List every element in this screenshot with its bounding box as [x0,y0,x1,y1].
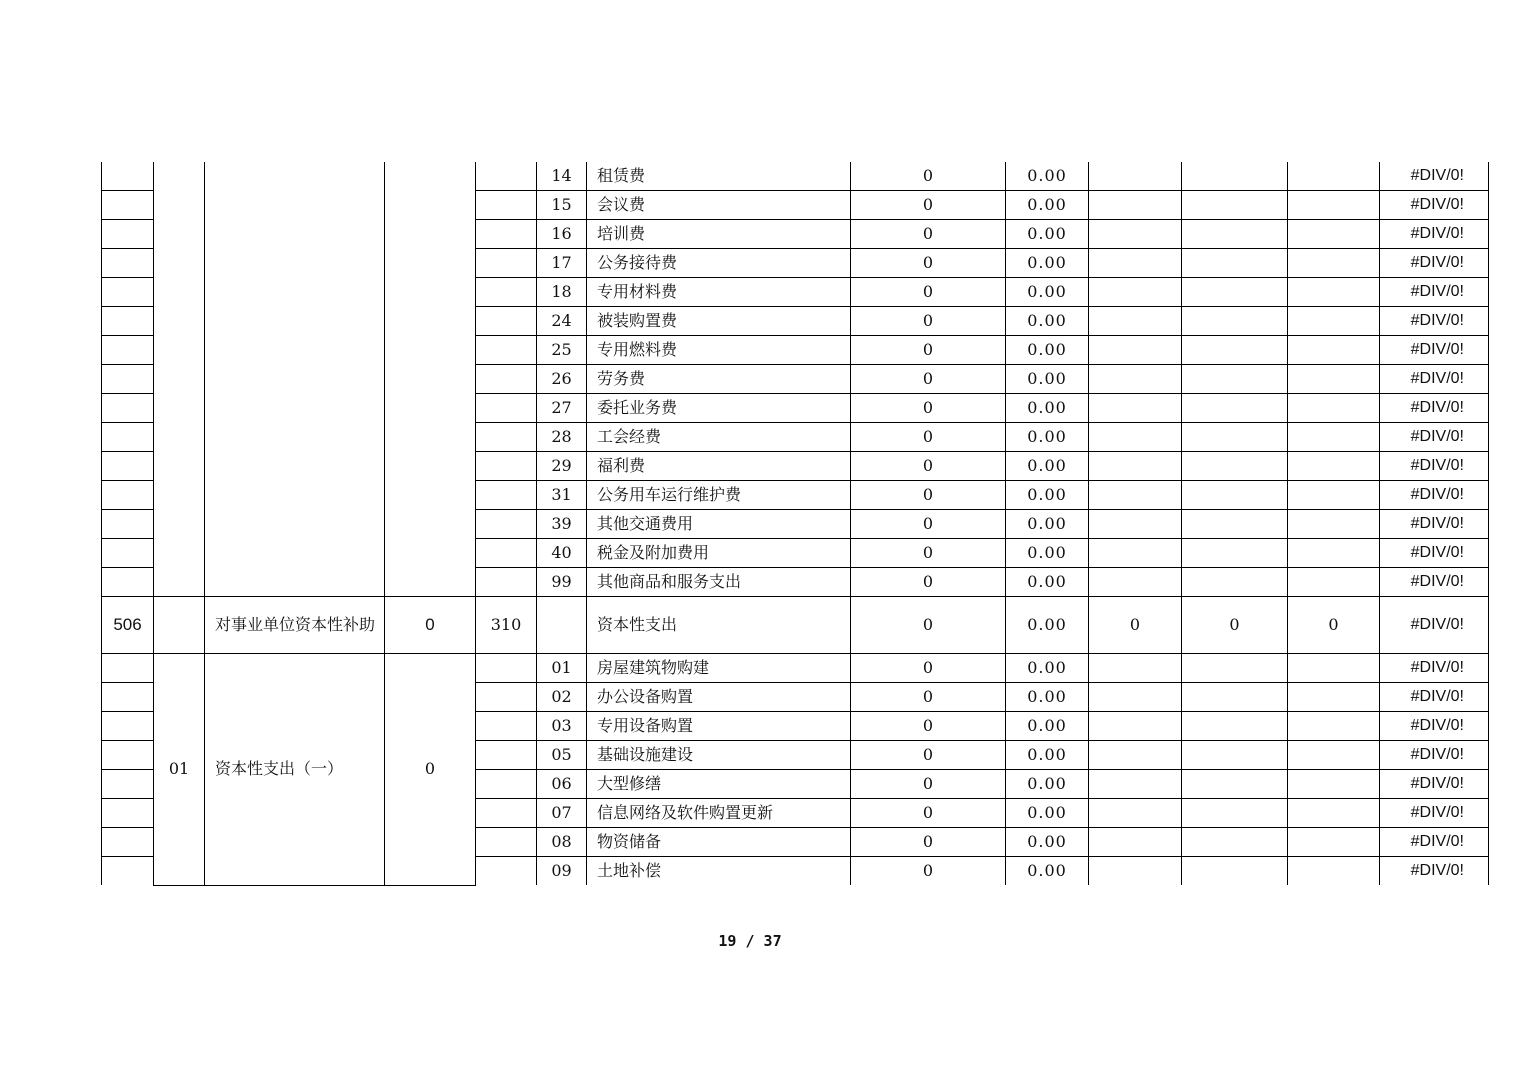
value-cell [1288,568,1380,597]
economic-code-cell: 17 [537,249,587,278]
value-cell [1182,510,1288,539]
function-class-cell [102,162,154,191]
value-cell: 0.00 [1006,307,1089,336]
economic-code-cell: 15 [537,191,587,220]
function-amount-cell [385,162,476,597]
table-body [102,162,1489,885]
economic-name-cell: 土地补偿 [587,857,851,886]
economic-name-cell: 工会经费 [587,423,851,452]
function-class-cell [102,249,154,278]
value-cell: 0.00 [1006,683,1089,712]
value-cell [1089,683,1182,712]
table-row-506 [102,597,1489,654]
value-cell [1089,278,1182,307]
function-class-cell [102,336,154,365]
value-cell: 0 [851,857,1006,886]
economic-name-cell: 专用材料费 [587,278,851,307]
function-class-cell [102,770,154,799]
function-class-cell [102,539,154,568]
value-cell [1089,857,1182,886]
value-cell: 0 [851,712,1006,741]
ratio-cell: #DIV/0! [1380,278,1489,307]
value-cell: 0 [851,162,1006,191]
function-code-cell [154,597,205,654]
economic-class-cell [476,307,537,336]
economic-name-cell: 被装购置费 [587,307,851,336]
economic-name-cell: 物资储备 [587,828,851,857]
value-cell [1089,191,1182,220]
budget-table [101,162,1489,886]
ratio-cell: #DIV/0! [1380,336,1489,365]
economic-name-cell: 信息网络及软件购置更新 [587,799,851,828]
value-cell [1182,220,1288,249]
function-class-cell [102,828,154,857]
economic-class-cell [476,220,537,249]
value-cell [1182,683,1288,712]
value-cell [1089,249,1182,278]
economic-class-cell [476,799,537,828]
economic-code-cell: 02 [537,683,587,712]
economic-code-cell: 16 [537,220,587,249]
value-cell: 0 [851,249,1006,278]
value-cell [1182,278,1288,307]
value-cell [1288,307,1380,336]
value-cell: 0 [851,423,1006,452]
economic-code-cell: 01 [537,654,587,683]
function-name-cell: 对事业单位资本性补助 [205,597,385,654]
economic-name-cell: 租赁费 [587,162,851,191]
value-cell [1182,336,1288,365]
ratio-cell: #DIV/0! [1380,510,1489,539]
value-cell: 0 [851,336,1006,365]
economic-code-cell: 26 [537,365,587,394]
value-cell: 0 [851,828,1006,857]
economic-class-cell [476,162,537,191]
value-cell: 0.00 [1006,510,1089,539]
value-cell: 0.00 [1006,712,1089,741]
economic-class-cell [476,712,537,741]
economic-class-cell [476,510,537,539]
value-cell [1089,770,1182,799]
function-class-cell [102,423,154,452]
value-cell [1089,539,1182,568]
value-cell: 0.00 [1006,481,1089,510]
economic-class-cell [476,336,537,365]
economic-code-cell: 03 [537,712,587,741]
ratio-cell: #DIV/0! [1380,683,1489,712]
value-cell: 0.00 [1006,857,1089,886]
economic-code-cell: 31 [537,481,587,510]
economic-name-cell: 公务用车运行维护费 [587,481,851,510]
value-cell [1089,741,1182,770]
economic-code-cell: 29 [537,452,587,481]
ratio-cell: #DIV/0! [1380,394,1489,423]
ratio-cell: #DIV/0! [1380,307,1489,336]
economic-class-cell [476,539,537,568]
economic-class-cell [476,654,537,683]
value-cell [1288,799,1380,828]
value-cell: 0 [1089,597,1182,654]
value-cell [1089,452,1182,481]
economic-class-cell [476,857,537,886]
value-cell [1089,568,1182,597]
value-cell [1089,365,1182,394]
economic-name-cell: 办公设备购置 [587,683,851,712]
ratio-cell: #DIV/0! [1380,365,1489,394]
economic-code-cell [537,597,587,654]
economic-class-cell [476,568,537,597]
function-name-cell: 资本性支出（一） [205,654,385,886]
value-cell: 0 [851,770,1006,799]
value-cell [1089,799,1182,828]
value-cell [1288,770,1380,799]
value-cell: 0 [851,741,1006,770]
value-cell: 0 [851,799,1006,828]
economic-name-cell: 专用设备购置 [587,712,851,741]
value-cell [1182,741,1288,770]
economic-class-cell: 310 [476,597,537,654]
economic-code-cell: 06 [537,770,587,799]
value-cell [1182,249,1288,278]
ratio-cell: #DIV/0! [1380,857,1489,886]
value-cell [1182,481,1288,510]
function-class-cell [102,278,154,307]
value-cell [1288,654,1380,683]
value-cell: 0 [851,394,1006,423]
ratio-cell: #DIV/0! [1380,481,1489,510]
value-cell [1288,857,1380,886]
value-cell [1288,452,1380,481]
value-cell [1288,741,1380,770]
value-cell: 0.00 [1006,365,1089,394]
economic-name-cell: 其他交通费用 [587,510,851,539]
value-cell [1182,828,1288,857]
economic-name-cell: 委托业务费 [587,394,851,423]
economic-code-cell: 08 [537,828,587,857]
value-cell: 0 [851,452,1006,481]
value-cell: 0.00 [1006,278,1089,307]
value-cell [1182,162,1288,191]
ratio-cell: #DIV/0! [1380,654,1489,683]
function-class-cell [102,220,154,249]
ratio-cell: #DIV/0! [1380,597,1489,654]
economic-code-cell: 14 [537,162,587,191]
function-class-cell [102,307,154,336]
economic-class-cell [476,191,537,220]
value-cell: 0 [851,683,1006,712]
value-cell: 0.00 [1006,249,1089,278]
economic-name-cell: 福利费 [587,452,851,481]
value-cell [1089,220,1182,249]
economic-class-cell [476,828,537,857]
value-cell: 0 [851,481,1006,510]
economic-name-cell: 大型修缮 [587,770,851,799]
function-class-cell [102,510,154,539]
value-cell [1288,394,1380,423]
function-amount-cell: 0 [385,597,476,654]
economic-class-cell [476,423,537,452]
function-class-cell [102,452,154,481]
value-cell: 0.00 [1006,220,1089,249]
economic-class-cell [476,249,537,278]
economic-code-cell: 99 [537,568,587,597]
ratio-cell: #DIV/0! [1380,162,1489,191]
economic-class-cell [476,365,537,394]
ratio-cell: #DIV/0! [1380,249,1489,278]
ratio-cell: #DIV/0! [1380,741,1489,770]
function-amount-cell: 0 [385,654,476,886]
value-cell [1182,712,1288,741]
value-cell [1182,654,1288,683]
value-cell: 0 [851,654,1006,683]
economic-code-cell: 09 [537,857,587,886]
value-cell [1288,336,1380,365]
value-cell: 0.00 [1006,423,1089,452]
economic-name-cell: 税金及附加费用 [587,539,851,568]
value-cell: 0.00 [1006,452,1089,481]
economic-name-cell: 会议费 [587,191,851,220]
value-cell [1182,799,1288,828]
value-cell [1182,307,1288,336]
ratio-cell: #DIV/0! [1380,539,1489,568]
economic-name-cell: 专用燃料费 [587,336,851,365]
value-cell: 0.00 [1006,597,1089,654]
ratio-cell: #DIV/0! [1380,712,1489,741]
value-cell: 0.00 [1006,539,1089,568]
value-cell [1288,481,1380,510]
value-cell: 0 [851,191,1006,220]
value-cell [1089,510,1182,539]
economic-code-cell: 28 [537,423,587,452]
value-cell: 0.00 [1006,191,1089,220]
value-cell [1182,770,1288,799]
value-cell [1288,278,1380,307]
ratio-cell: #DIV/0! [1380,220,1489,249]
function-code-cell: 01 [154,654,205,886]
function-class-cell [102,712,154,741]
value-cell [1182,394,1288,423]
economic-class-cell [476,394,537,423]
value-cell [1288,712,1380,741]
value-cell: 0 [851,307,1006,336]
value-cell [1182,365,1288,394]
economic-code-cell: 40 [537,539,587,568]
value-cell: 0 [851,568,1006,597]
value-cell [1288,539,1380,568]
value-cell [1089,162,1182,191]
function-class-cell [102,741,154,770]
value-cell [1288,510,1380,539]
economic-name-cell: 培训费 [587,220,851,249]
value-cell: 0.00 [1006,568,1089,597]
value-cell [1089,712,1182,741]
function-class-cell [102,365,154,394]
value-cell [1089,307,1182,336]
page-number: 19 / 37 [718,932,782,950]
function-name-cell [205,162,385,597]
function-class-cell [102,568,154,597]
value-cell: 0.00 [1006,770,1089,799]
economic-code-cell: 24 [537,307,587,336]
value-cell [1288,423,1380,452]
economic-class-cell [476,770,537,799]
economic-class-cell [476,452,537,481]
value-cell [1089,423,1182,452]
function-class-cell: 506 [102,597,154,654]
table-row [102,162,1489,191]
value-cell [1089,828,1182,857]
value-cell [1288,249,1380,278]
economic-name-cell: 劳务费 [587,365,851,394]
economic-name-cell: 房屋建筑物购建 [587,654,851,683]
economic-code-cell: 18 [537,278,587,307]
ratio-cell: #DIV/0! [1380,799,1489,828]
economic-code-cell: 25 [537,336,587,365]
value-cell [1288,365,1380,394]
value-cell [1288,828,1380,857]
function-class-cell [102,683,154,712]
ratio-cell: #DIV/0! [1380,452,1489,481]
value-cell [1288,220,1380,249]
value-cell: 0.00 [1006,828,1089,857]
function-class-cell [102,191,154,220]
value-cell [1089,654,1182,683]
economic-name-cell: 其他商品和服务支出 [587,568,851,597]
table-row [102,654,1489,683]
economic-name-cell: 基础设施建设 [587,741,851,770]
value-cell [1182,452,1288,481]
ratio-cell: #DIV/0! [1380,828,1489,857]
value-cell: 0 [851,278,1006,307]
value-cell [1288,683,1380,712]
function-class-cell [102,654,154,683]
value-cell: 0 [851,220,1006,249]
value-cell: 0.00 [1006,741,1089,770]
value-cell [1089,336,1182,365]
economic-class-cell [476,278,537,307]
economic-code-cell: 39 [537,510,587,539]
ratio-cell: #DIV/0! [1380,568,1489,597]
economic-class-cell [476,683,537,712]
value-cell [1089,481,1182,510]
economic-code-cell: 05 [537,741,587,770]
value-cell [1182,191,1288,220]
ratio-cell: #DIV/0! [1380,423,1489,452]
function-class-cell [102,857,154,886]
economic-name-cell: 公务接待费 [587,249,851,278]
value-cell [1182,857,1288,886]
value-cell [1182,539,1288,568]
value-cell: 0.00 [1006,394,1089,423]
value-cell: 0 [851,597,1006,654]
ratio-cell: #DIV/0! [1380,191,1489,220]
value-cell: 0.00 [1006,162,1089,191]
value-cell: 0 [851,510,1006,539]
value-cell [1182,423,1288,452]
economic-class-cell [476,481,537,510]
value-cell: 0 [1182,597,1288,654]
function-class-cell [102,481,154,510]
value-cell: 0.00 [1006,799,1089,828]
function-class-cell [102,394,154,423]
value-cell: 0 [1288,597,1380,654]
function-code-cell [154,162,205,597]
ratio-cell: #DIV/0! [1380,770,1489,799]
value-cell: 0.00 [1006,654,1089,683]
value-cell [1182,568,1288,597]
value-cell: 0 [851,539,1006,568]
economic-code-cell: 07 [537,799,587,828]
economic-name-cell: 资本性支出 [587,597,851,654]
value-cell: 0 [851,365,1006,394]
value-cell [1288,162,1380,191]
value-cell [1089,394,1182,423]
economic-class-cell [476,741,537,770]
economic-code-cell: 27 [537,394,587,423]
function-class-cell [102,799,154,828]
value-cell [1288,191,1380,220]
value-cell: 0.00 [1006,336,1089,365]
